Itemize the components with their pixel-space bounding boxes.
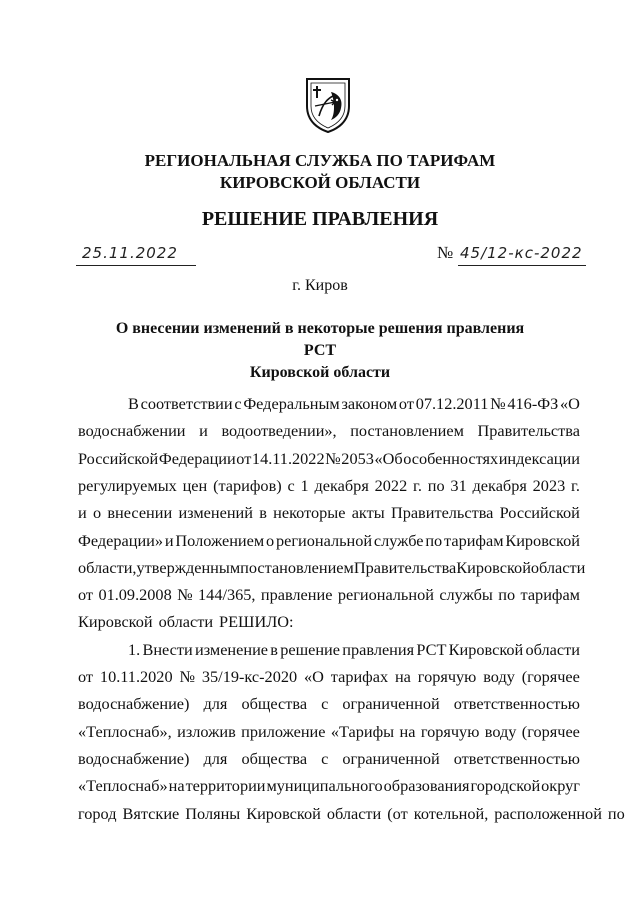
org-name-line2: КИРОВСКОЙ ОБЛАСТИ (219, 173, 421, 192)
body-line: области, утвержденным постановлением Правительства Кировской области (78, 557, 586, 577)
body-line: водоснабжении и водоотведении», постановлением Правительства (78, 421, 580, 441)
subject-line2: Кировской области (249, 364, 391, 381)
body-line: от 01.09.2008 № 144/365, правление региональной службы по тарифам (78, 585, 580, 605)
body-line: Кировской области РЕШИЛО: (78, 612, 294, 632)
body-line: водоснабжение) для общества с ограниченной ответственностью (78, 694, 580, 714)
date-field (76, 243, 196, 266)
body-line: водоснабжение) для общества с ограниченной ответственностью (78, 748, 580, 768)
kirov-coat-of-arms-icon (303, 76, 353, 134)
body-line: город Вятские Поляны Кировской области (от котельной, расположенной по (78, 803, 625, 823)
org-name-line1: РЕГИОНАЛЬНАЯ СЛУЖБА ПО ТАРИФАМ (144, 151, 496, 170)
document-type-title: РЕШЕНИЕ ПРАВЛЕНИЯ (201, 208, 439, 230)
handwritten-date: 25.11.2022 (82, 244, 178, 262)
body-line: «Теплоснаб», изложив приложение «Тарифы на горячую воду (горячее (78, 721, 580, 741)
body-line: Российской Федерации от 14.11.2022 № 2053 «Об особенностях индексации (78, 448, 580, 468)
body-line: от 10.11.2020 № 35/19-кс-2020 «О тарифах на горячую воду (горячее (78, 667, 580, 686)
document-subject (100, 318, 540, 384)
body-line: регулируемых цен (тарифов) с 1 декабря 2022 г. по 31 декабря 2023 г. (78, 475, 580, 495)
subject-line1: О внесении изменений в некоторые решения правления РСТ (115, 320, 525, 359)
body-line: «Теплоснаб» на территории муниципального образования городской округ (78, 776, 580, 796)
number-label: № (437, 243, 454, 262)
body-line: и о внесении изменений в некоторые акты Правительства Российской (78, 503, 580, 523)
handwritten-number: 45/12-кс-2022 (460, 244, 583, 262)
city: г. Киров (292, 277, 348, 294)
body-line: 1. Внести изменение в решение правления РСТ Кировской области (128, 639, 580, 659)
number-field (458, 243, 586, 266)
body-line: В соответствии с Федеральным законом от 07.12.2011 № 416-ФЗ «О (128, 394, 580, 413)
body-line: Федерации» и Положением о региональной службе по тарифам Кировской (78, 530, 580, 550)
